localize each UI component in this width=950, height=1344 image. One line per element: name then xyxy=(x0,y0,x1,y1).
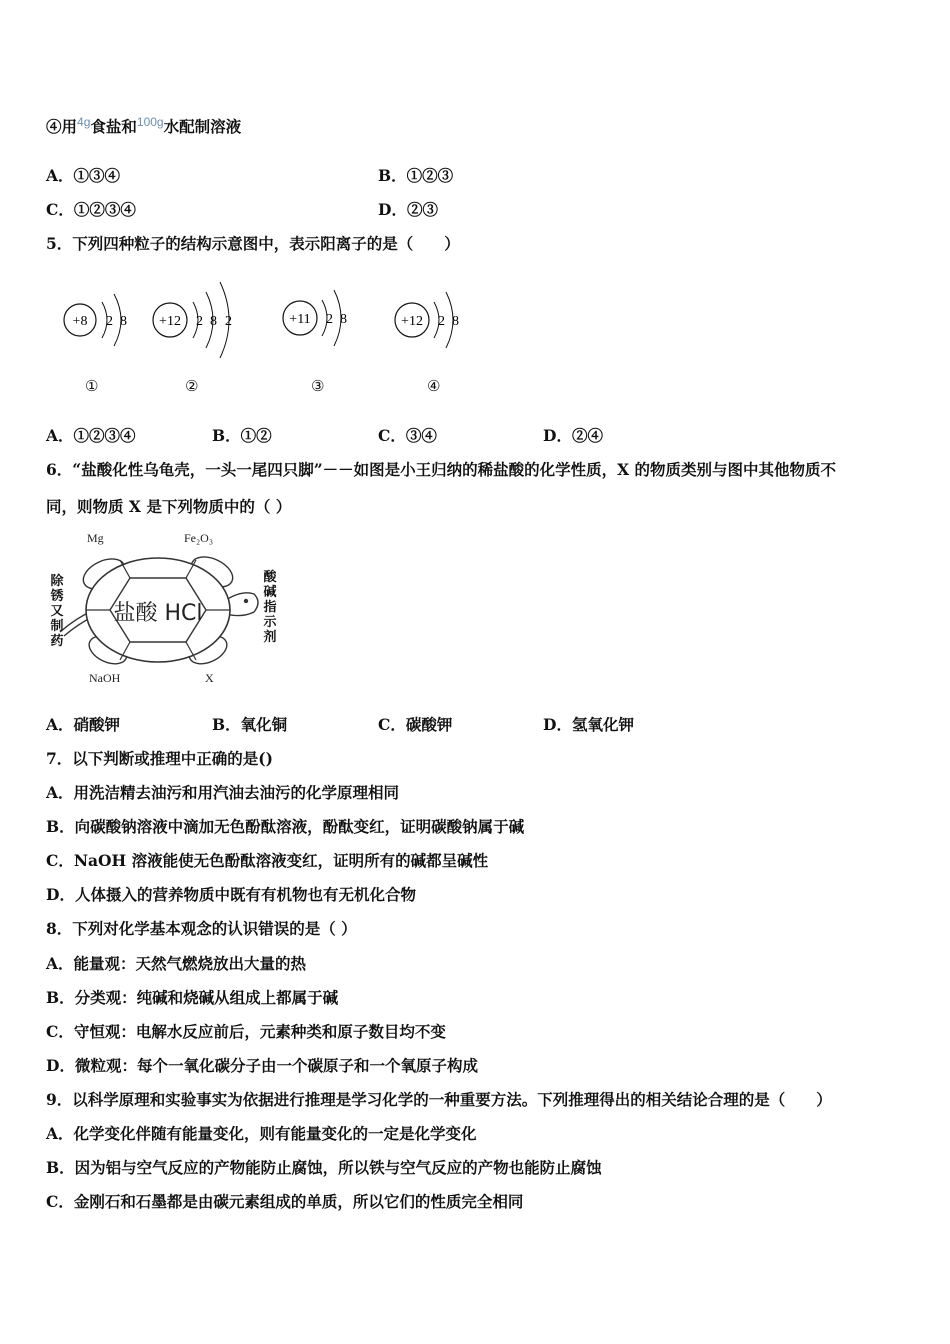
atom-3-label: ③ xyxy=(311,377,325,395)
turtle-center-label: 盐酸 HCl xyxy=(113,601,203,626)
atom-diagram-1 xyxy=(60,282,140,362)
q7-option-c[interactable]: C．NaOH 溶液能使无色酚酞溶液变红，证明所有的碱都呈碱性 xyxy=(46,851,489,870)
q6-stem-line-2: 同，则物质 X 是下列物质中的（ ） xyxy=(46,497,292,516)
q6-option-b[interactable]: B．氧化铜 xyxy=(212,715,288,734)
atom-3-shell-2: 8 xyxy=(340,312,347,327)
atom-2-shell-2: 8 xyxy=(210,314,217,329)
atom-1-shell-2: 8 xyxy=(120,314,127,329)
q9-stem: 9．以科学原理和实验事实为依据进行推理是学习化学的一种重要方法。下列推理得出的相关结论合理的是（ ） xyxy=(46,1090,832,1109)
q4-item-4-suffix: 水配制溶液 xyxy=(163,117,242,136)
q4-option-b[interactable]: B．①②③ xyxy=(378,166,454,185)
q4-item-4 xyxy=(46,117,241,138)
q5-stem: 5．下列四种粒子的结构示意图中，表示阳离子的是（ ） xyxy=(46,234,460,253)
q9-option-a[interactable]: A．化学变化伴随有能量变化，则有能量变化的一定是化学变化 xyxy=(46,1124,477,1143)
q6-option-d[interactable]: D．氢氧化钾 xyxy=(543,715,634,734)
q4-qty-salt: 4g xyxy=(77,115,91,129)
turtle-label-fe2o3: Fe₂O₃ xyxy=(184,531,214,545)
q6-stem-line-1: 6．“盐酸化性乌龟壳，一头一尾四只脚”－－如图是小王归纳的稀盐酸的化学性质，X 的物质类别与图中其他物质不 xyxy=(46,460,837,479)
q8-option-b[interactable]: B．分类观：纯碱和烧碱从组成上都属于碱 xyxy=(46,988,339,1007)
q8-option-c[interactable]: C．守恒观：电解水反应前后，元素种类和原子数目均不变 xyxy=(46,1022,446,1041)
q4-option-c[interactable]: C．①②③④ xyxy=(46,200,136,219)
atom-4-nucleus: +12 xyxy=(401,314,423,329)
turtle-label-tail: 除锈又制药 xyxy=(50,574,64,649)
q9-option-c[interactable]: C．金刚石和石墨都是由碳元素组成的单质，所以它们的性质完全相同 xyxy=(46,1192,524,1211)
q4-qty-water: 100g xyxy=(136,115,164,129)
q5-option-b[interactable]: B．①② xyxy=(212,426,272,445)
atom-1-nucleus: +8 xyxy=(72,314,88,329)
q8-stem: 8．下列对化学基本观念的认识错误的是（ ） xyxy=(46,919,357,938)
q7-stem: 7．以下判断或推理中正确的是() xyxy=(46,749,273,768)
turtle-label-mg: Mg xyxy=(87,531,104,545)
turtle-label-head: 酸碱指示剂 xyxy=(263,570,277,645)
q8-option-a[interactable]: A．能量观：天然气燃烧放出大量的热 xyxy=(46,954,307,973)
atom-4-shell-1: 2 xyxy=(438,314,445,329)
q9-option-b[interactable]: B．因为铝与空气反应的产物能防止腐蚀，所以铁与空气反应的产物也能防止腐蚀 xyxy=(46,1158,602,1177)
atom-3-nucleus: +11 xyxy=(289,312,311,327)
atom-2-nucleus: +12 xyxy=(159,314,181,329)
q5-option-a[interactable]: A．①②③④ xyxy=(46,426,136,445)
atom-2-shell-3: 2 xyxy=(225,314,232,329)
atom-diagram-3 xyxy=(278,280,358,360)
atom-1-shell-1: 2 xyxy=(106,314,113,329)
atom-2-shell-1: 2 xyxy=(196,314,203,329)
atom-4-shell-2: 8 xyxy=(452,314,459,329)
turtle-label-x: X xyxy=(205,671,214,685)
q4-option-d[interactable]: D．②③ xyxy=(378,200,438,219)
q4-item-4-mid: 食盐和 xyxy=(90,117,137,136)
atom-4-label: ④ xyxy=(427,377,441,395)
q5-option-c[interactable]: C．③④ xyxy=(378,426,437,445)
q7-option-b[interactable]: B．向碳酸钠溶液中滴加无色酚酞溶液，酚酞变红，证明碳酸钠属于碱 xyxy=(46,817,525,836)
q6-option-c[interactable]: C．碳酸钾 xyxy=(378,715,453,734)
q4-item-4-prefix: ④用 xyxy=(46,117,78,136)
q5-option-d[interactable]: D．②④ xyxy=(543,426,603,445)
q8-option-d[interactable]: D．微粒观：每个一氧化碳分子由一个碳原子和一个氧原子构成 xyxy=(46,1056,478,1075)
turtle-label-naoh: NaOH xyxy=(89,671,121,685)
q6-option-a[interactable]: A．硝酸钾 xyxy=(46,715,121,734)
q4-option-a[interactable]: A．①③④ xyxy=(46,166,121,185)
q7-option-a[interactable]: A．用洗洁精去油污和用汽油去油污的化学原理相同 xyxy=(46,783,400,802)
atom-2-label: ② xyxy=(185,377,199,395)
atom-diagram-4 xyxy=(390,282,470,362)
atom-1-label: ① xyxy=(85,377,99,395)
atom-diagram-2 xyxy=(150,264,245,364)
atom-3-shell-1: 2 xyxy=(326,312,333,327)
q7-option-d[interactable]: D．人体摄入的营养物质中既有有机物也有无机化合物 xyxy=(46,885,416,904)
turtle-diagram xyxy=(46,528,286,693)
